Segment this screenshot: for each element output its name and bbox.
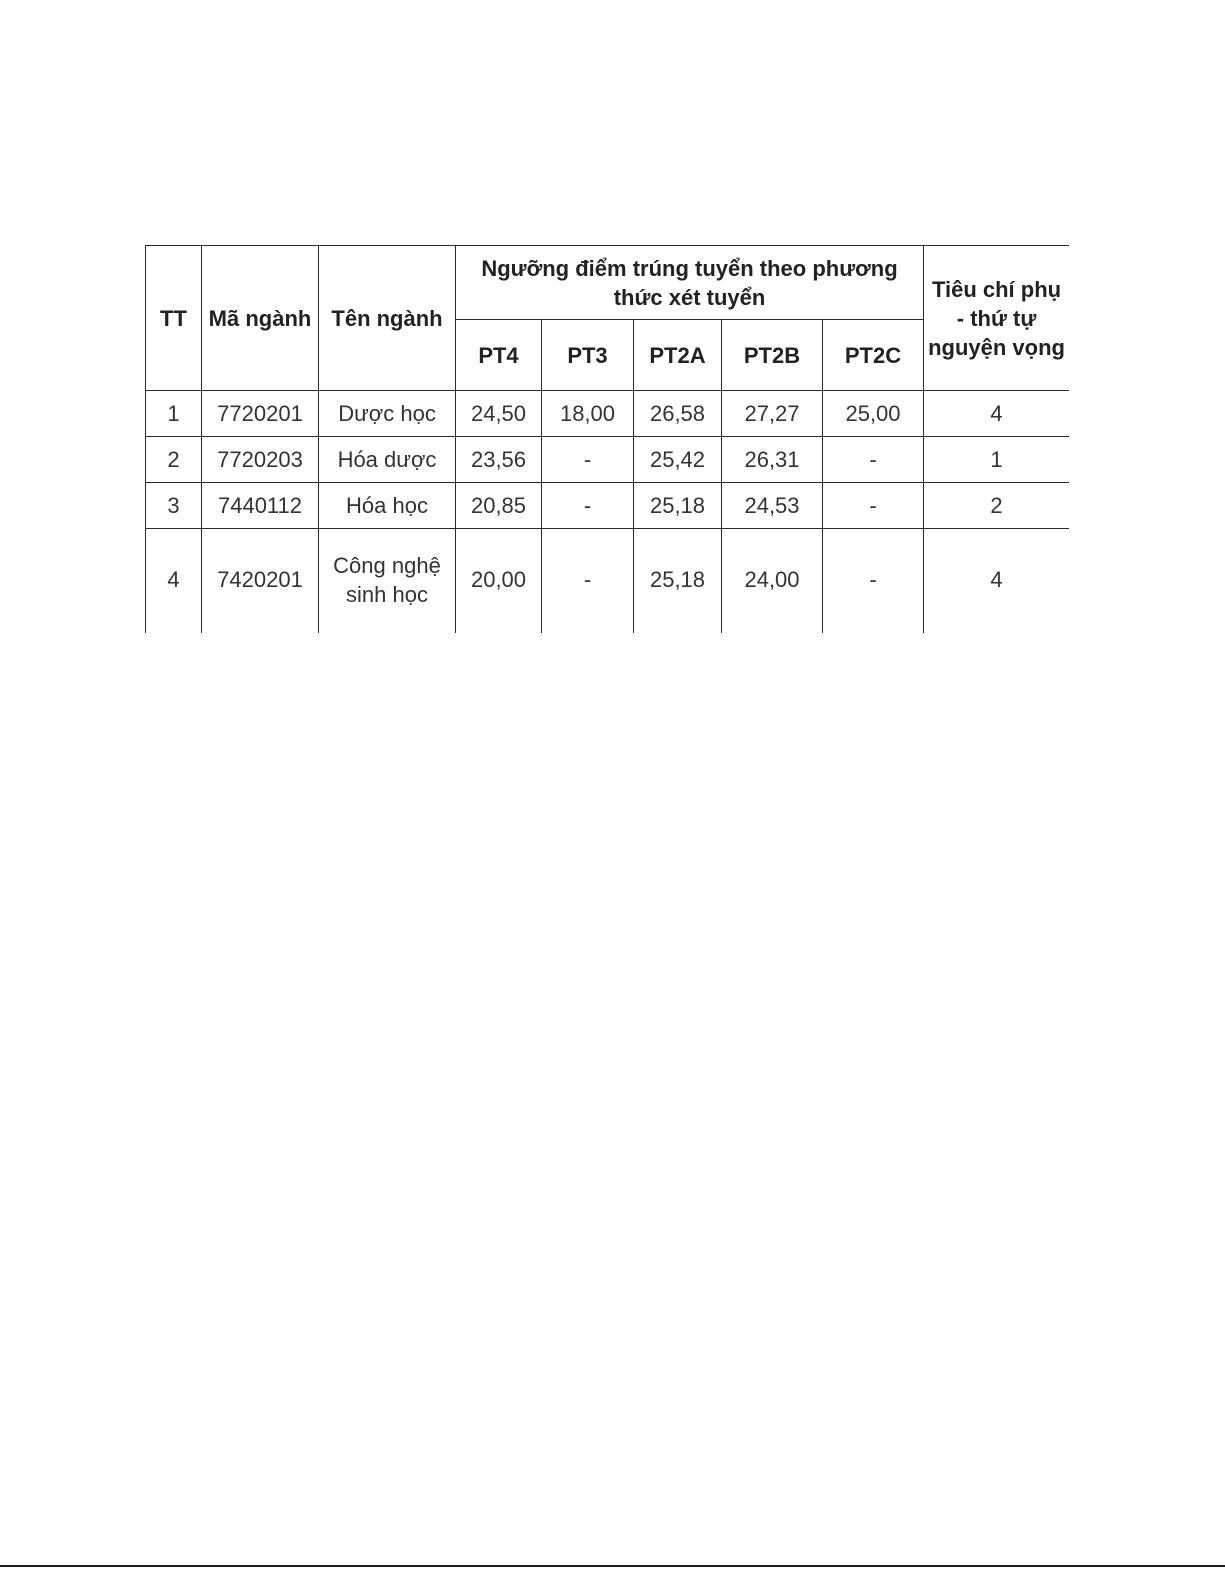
cell-pt2b: 24,00 xyxy=(722,529,823,634)
cell-tt: 1 xyxy=(146,391,202,437)
table-row xyxy=(146,483,1070,529)
cell-tt: 4 xyxy=(146,529,202,634)
cell-ten-nganh: Công nghệ sinh học xyxy=(319,529,456,634)
cell-ten-nganh: Dược học xyxy=(319,391,456,437)
header-pt4: PT4 xyxy=(456,320,542,391)
table-row xyxy=(146,391,1070,437)
cell-tieu-chi: 1 xyxy=(924,437,1069,483)
cell-pt3: - xyxy=(542,483,634,529)
header-pt2a: PT2A xyxy=(634,320,722,391)
cell-tt: 3 xyxy=(146,483,202,529)
header-pt3: PT3 xyxy=(542,320,634,391)
cell-pt2c: - xyxy=(823,437,924,483)
cell-pt2b: 27,27 xyxy=(722,391,823,437)
cell-pt2a: 26,58 xyxy=(634,391,722,437)
admission-score-table-wrapper xyxy=(145,245,1069,633)
header-pt2b: PT2B xyxy=(722,320,823,391)
cell-pt4: 23,56 xyxy=(456,437,542,483)
cell-ten-nganh: Hóa dược xyxy=(319,437,456,483)
header-row-1 xyxy=(146,246,1070,320)
admission-score-table xyxy=(145,245,1069,633)
header-ma-nganh: Mã ngành xyxy=(202,246,319,391)
cell-ma-nganh: 7440112 xyxy=(202,483,319,529)
cell-pt4: 24,50 xyxy=(456,391,542,437)
header-ten-nganh: Tên ngành xyxy=(319,246,456,391)
cell-tieu-chi: 4 xyxy=(924,529,1069,634)
table-row xyxy=(146,437,1070,483)
cell-pt2b: 26,31 xyxy=(722,437,823,483)
header-tt: TT xyxy=(146,246,202,391)
table-row xyxy=(146,529,1070,634)
cell-tieu-chi: 2 xyxy=(924,483,1069,529)
cell-pt2a: 25,18 xyxy=(634,529,722,634)
cell-pt2b: 24,53 xyxy=(722,483,823,529)
cell-tieu-chi: 4 xyxy=(924,391,1069,437)
cell-tt: 2 xyxy=(146,437,202,483)
header-tieu-chi-phu: Tiêu chí phụ - thứ tự nguyện vọng xyxy=(924,246,1069,391)
header-threshold-group: Ngưỡng điểm trúng tuyển theo phương thức xét tuyển xyxy=(456,246,924,320)
header-pt2c: PT2C xyxy=(823,320,924,391)
cell-pt2a: 25,42 xyxy=(634,437,722,483)
cell-pt2c: 25,00 xyxy=(823,391,924,437)
cell-pt3: - xyxy=(542,529,634,634)
cell-pt4: 20,85 xyxy=(456,483,542,529)
cell-pt2a: 25,18 xyxy=(634,483,722,529)
cell-ma-nganh: 7420201 xyxy=(202,529,319,634)
cell-pt4: 20,00 xyxy=(456,529,542,634)
cell-pt3: - xyxy=(542,437,634,483)
cell-ten-nganh: Hóa học xyxy=(319,483,456,529)
cell-pt2c: - xyxy=(823,483,924,529)
cell-pt3: 18,00 xyxy=(542,391,634,437)
cell-pt2c: - xyxy=(823,529,924,634)
cell-ma-nganh: 7720201 xyxy=(202,391,319,437)
cell-ma-nganh: 7720203 xyxy=(202,437,319,483)
page-bottom-rule xyxy=(0,1565,1225,1567)
